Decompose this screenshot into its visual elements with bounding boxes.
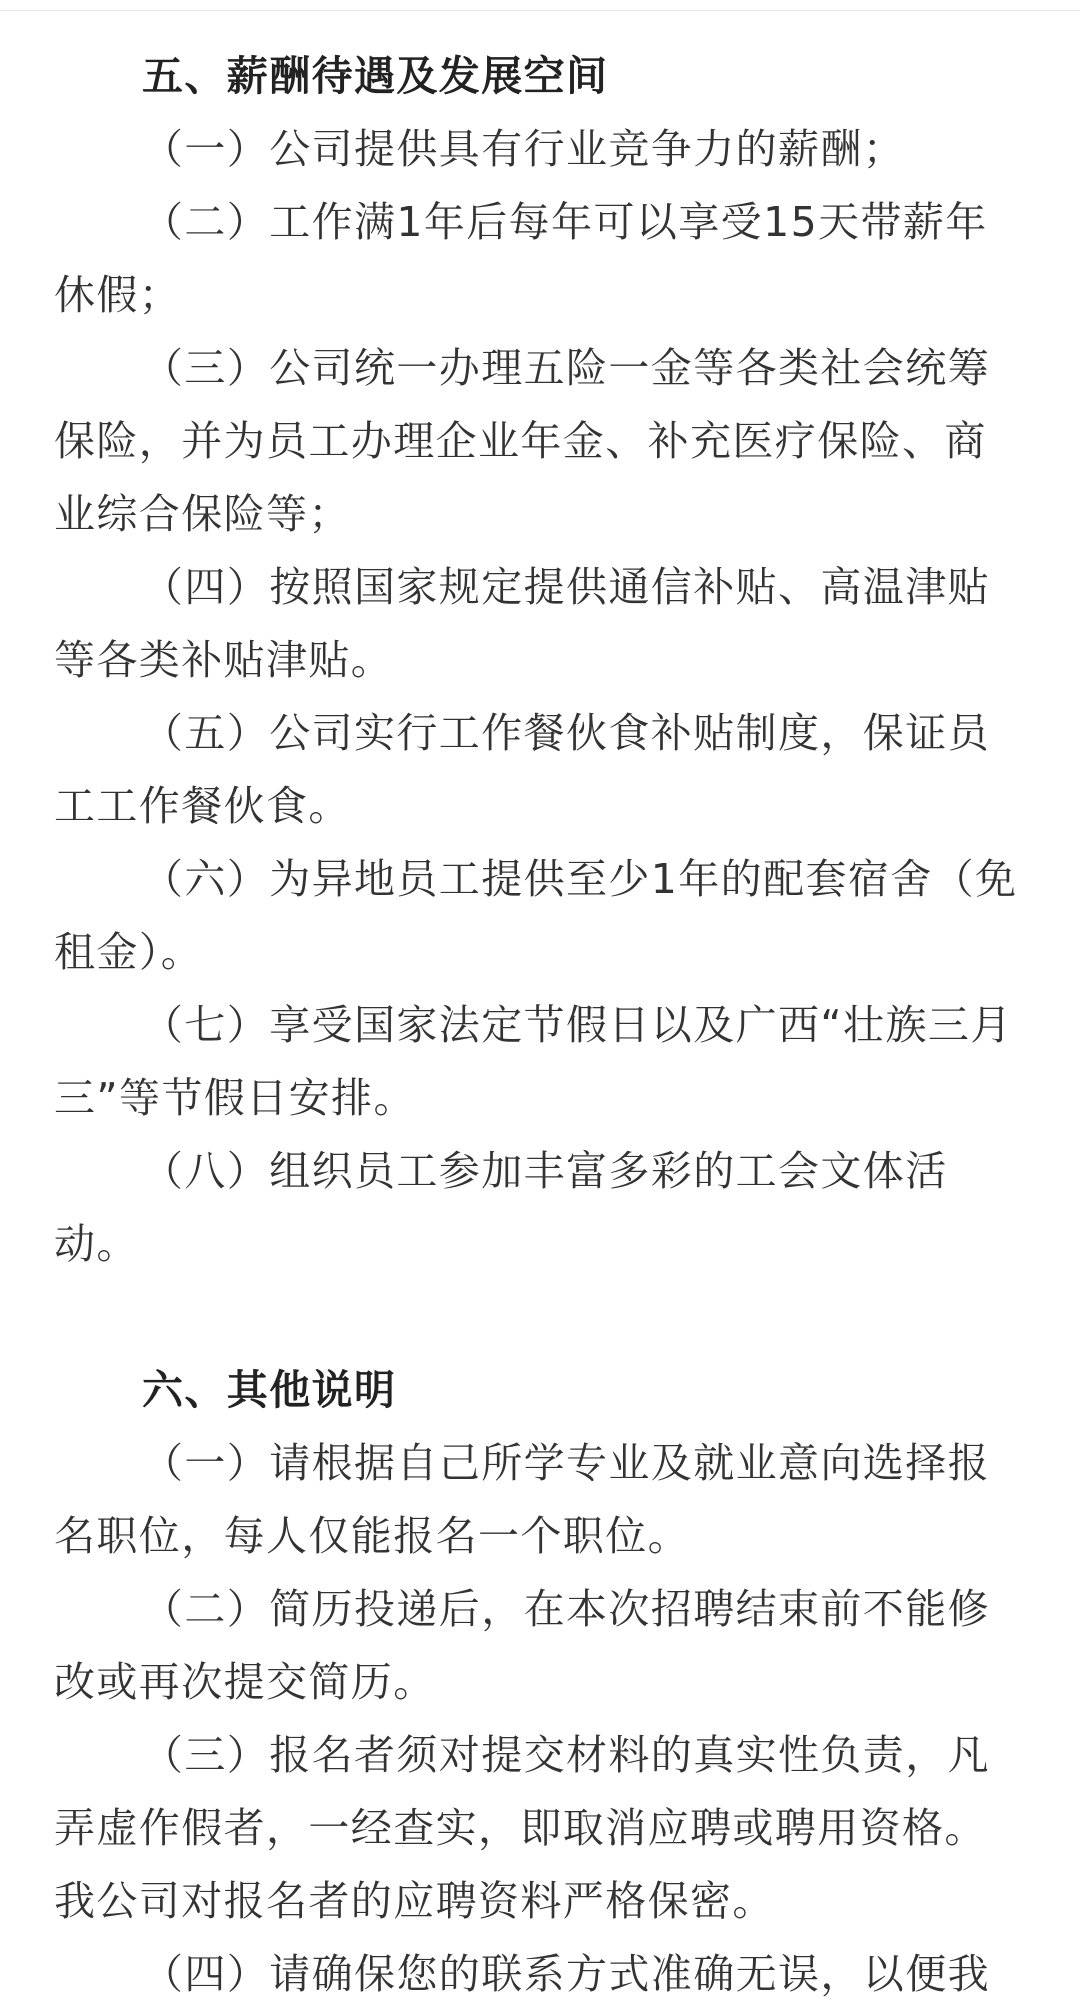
benefit-item-4: （四）按照国家规定提供通信补贴、高温津贴等各类补贴津贴。 [54,563,990,684]
note-item-1: （一）请根据自己所学专业及就业意向选择报名职位，每人仅能报名一个职位。 [54,1439,990,1560]
section-heading-benefits: 五、薪酬待遇及发展空间 [142,52,609,100]
section-spacer [54,1281,1024,1354]
note-item-3: （三）报名者须对提交材料的真实性负责，凡弄虚作假者，一经查实，即取消应聘或聘用资格。我公司对报名者的应聘资料严格保密。 [54,1731,990,1925]
benefit-item-6: （六）为异地员工提供至少1年的配套宿舍（免租金）。 [54,855,1018,976]
top-divider [0,0,1080,11]
benefit-item-8: （八）组织员工参加丰富多彩的工会文体活动。 [54,1147,948,1268]
section-heading-other-notes: 六、其他说明 [142,1366,397,1414]
benefit-item-7: （七）享受国家法定节假日以及广西“壮族三月三”等节假日安排。 [54,1001,1013,1122]
note-item-4: （四）请确保您的联系方式准确无误，以便我 [142,1950,990,1998]
benefit-item-1: （一）公司提供具有行业竞争力的薪酬； [142,125,906,173]
article-body [54,40,1024,2011]
note-item-2: （二）简历投递后，在本次招聘结束前不能修改或再次提交简历。 [54,1585,990,1706]
benefit-item-5: （五）公司实行工作餐伙食补贴制度，保证员工工作餐伙食。 [54,709,990,830]
benefit-item-2: （二）工作满1年后每年可以享受15天带薪年休假； [54,198,988,319]
benefit-item-3: （三）公司统一办理五险一金等各类社会统筹保险，并为员工办理企业年金、补充医疗保险、商业综合保险等； [54,344,990,538]
